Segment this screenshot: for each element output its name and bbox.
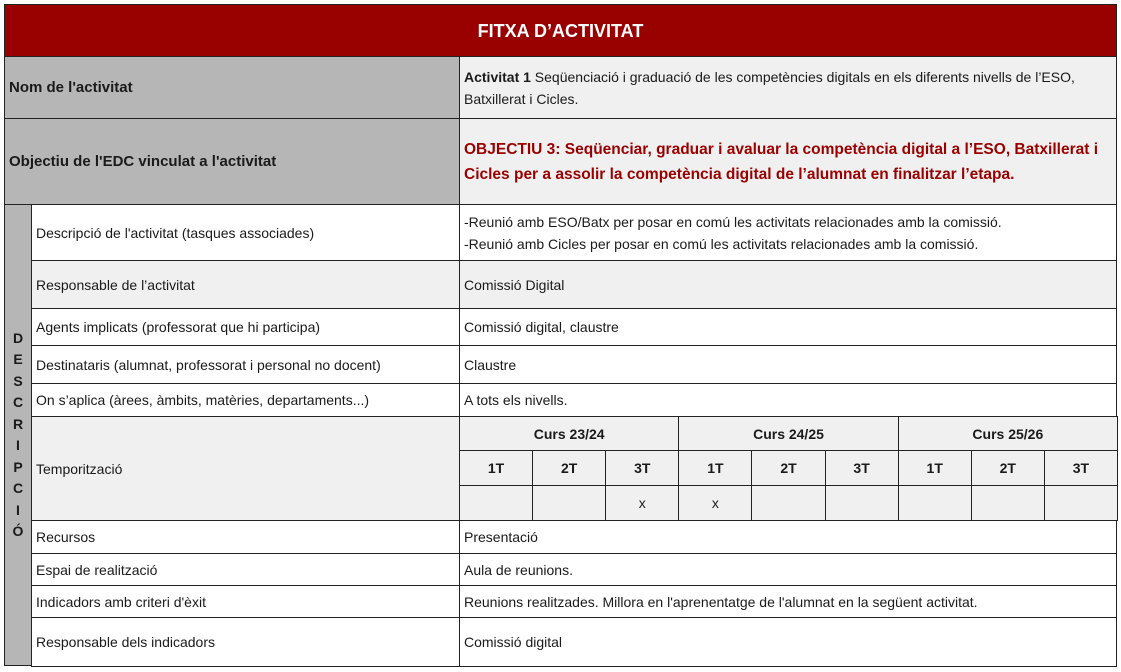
row-value: Comissió Digital bbox=[459, 260, 1117, 309]
row-value: Aula de reunions. bbox=[459, 553, 1117, 586]
row-label: Indicadors amb criteri d'èxit bbox=[31, 585, 460, 618]
row-label: Agents implicats (professorat que hi participa) bbox=[31, 308, 460, 346]
side-letter: C bbox=[12, 480, 24, 496]
nom-text: Seqüenciació i graduació de les competències digitals en els diferents nivells de l’ESO, Batxillerat i Cicles. bbox=[464, 68, 1075, 107]
term-mark bbox=[459, 485, 533, 521]
side-letter: S bbox=[13, 372, 23, 389]
term-mark bbox=[1044, 485, 1118, 521]
objectiu-value: OBJECTIU 3: Seqüenciar, graduar i avaluar la competència digital a l’ESO, Batxillerat i Cicles per a assolir la competència digital de l’alumnat en finalitzar l’etapa. bbox=[459, 118, 1117, 205]
row-label: Destinataris (alumnat, professorat i personal no docent) bbox=[31, 345, 460, 384]
term-header: 3T bbox=[1044, 450, 1118, 486]
term-mark bbox=[898, 485, 972, 521]
side-letter: C bbox=[12, 394, 24, 410]
term-mark bbox=[751, 485, 825, 521]
row-label: Responsable de l’activitat bbox=[31, 260, 460, 309]
row-value: Reunions realitzades. Millora en l'aprenentatge de l'alumnat en la següent activitat. bbox=[459, 585, 1117, 618]
course-header: Curs 25/26 bbox=[898, 416, 1118, 451]
term-mark bbox=[532, 485, 606, 521]
side-letter: P bbox=[13, 458, 23, 475]
descripcio-vertical-label bbox=[4, 204, 32, 666]
term-header: 3T bbox=[605, 450, 679, 486]
row-value: Presentació bbox=[459, 520, 1117, 554]
nom-label: Nom de l'activitat bbox=[4, 56, 460, 119]
nom-bold: Activitat 1 bbox=[464, 68, 531, 85]
objectiu-label: Objectiu de l'EDC vinculat a l'activitat bbox=[4, 118, 460, 205]
nom-value bbox=[459, 56, 1117, 119]
term-mark: x bbox=[678, 485, 752, 521]
row-label: Descripció de l'activitat (tasques associades) bbox=[31, 204, 460, 261]
row-value: A tots els nivells. bbox=[459, 383, 1117, 417]
row-value: Claustre bbox=[459, 345, 1117, 384]
side-letter: D bbox=[12, 329, 24, 346]
description-line: -Reunió amb Cicles per posar en comú les activitats relacionades amb la comissió. bbox=[464, 235, 979, 252]
term-header: 2T bbox=[751, 450, 825, 486]
term-mark bbox=[971, 485, 1045, 521]
row-label: Espai de realització bbox=[31, 553, 460, 586]
term-mark bbox=[825, 485, 899, 521]
row-value: Comissió digital, claustre bbox=[459, 308, 1117, 346]
side-letter: R bbox=[12, 415, 24, 432]
term-header: 1T bbox=[898, 450, 972, 486]
term-header: 3T bbox=[825, 450, 899, 486]
term-header: 2T bbox=[532, 450, 606, 486]
course-header: Curs 23/24 bbox=[459, 416, 679, 451]
row-value bbox=[459, 204, 1117, 261]
side-letter: I bbox=[16, 437, 20, 453]
side-letter: I bbox=[16, 501, 20, 518]
row-value: Comissió digital bbox=[459, 617, 1117, 667]
row-label: On s’aplica (àrees, àmbits, matèries, departaments...) bbox=[31, 383, 460, 417]
row-label: Responsable dels indicadors bbox=[31, 617, 460, 667]
description-line: -Reunió amb ESO/Batx per posar en comú les activitats relacionades amb la comissió. bbox=[464, 213, 1002, 230]
term-header: 1T bbox=[678, 450, 752, 486]
term-mark: x bbox=[605, 485, 679, 521]
side-letter: Ó bbox=[12, 523, 24, 539]
sheet-title: FITXA D’ACTIVITAT bbox=[4, 4, 1117, 57]
term-header: 1T bbox=[459, 450, 533, 486]
row-label: Recursos bbox=[31, 520, 460, 554]
side-letter: E bbox=[13, 351, 23, 367]
term-header: 2T bbox=[971, 450, 1045, 486]
row-label: Temporització bbox=[31, 416, 460, 521]
course-header: Curs 24/25 bbox=[678, 416, 898, 451]
